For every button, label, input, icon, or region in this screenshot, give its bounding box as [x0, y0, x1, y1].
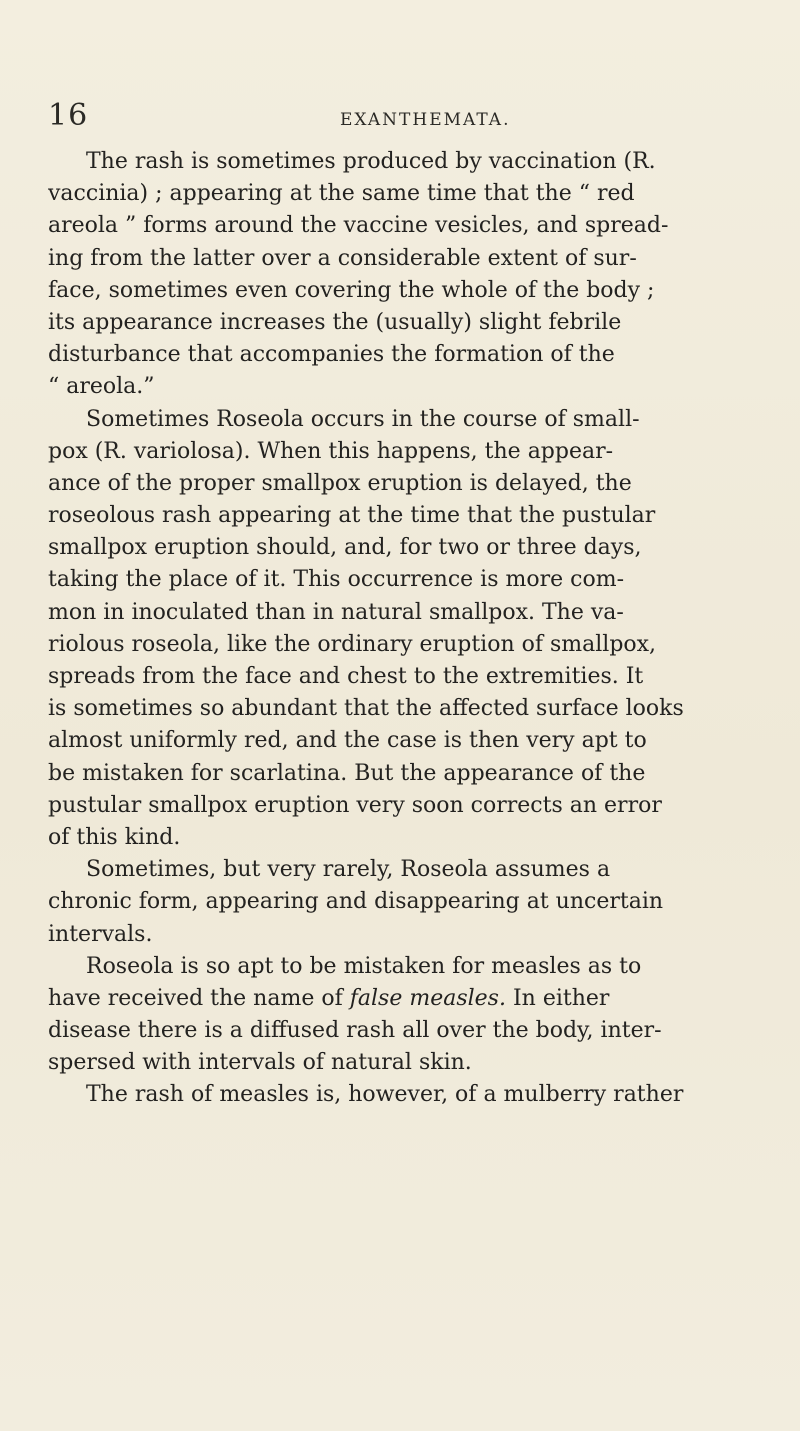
- text-line: Roseola is so apt to be mistaken for measles as to: [86, 953, 642, 979]
- text-line: is sometimes so abundant that the affected surface looks: [48, 696, 684, 722]
- text-line: spreads from the face and chest to the extremities. It: [48, 664, 644, 689]
- text-line: be mistaken for scarlatina. But the appearance of the: [48, 760, 646, 786]
- text-line: disturbance that accompanies the formation of the: [48, 342, 615, 368]
- text-line: vaccinia) ; appearing at the same time that the “ red: [48, 181, 635, 207]
- line-segment: have received the name of: [48, 985, 350, 1011]
- text-line: Sometimes Roseola occurs in the course of small-: [86, 406, 640, 432]
- text-line: ance of the proper smallpox eruption is delayed, the: [48, 470, 632, 496]
- text-line: [48, 983, 778, 1015]
- text-line: pox (R. variolosa). When this happens, the appear-: [48, 438, 614, 464]
- text-line: smallpox eruption should, and, for two or three days,: [48, 535, 642, 561]
- text-line: roseolous rash appearing at the time that the pustular: [48, 503, 656, 529]
- text-line: “ areola.”: [48, 374, 155, 400]
- running-head: EXANTHEMATA.: [340, 110, 511, 130]
- text-line: face, sometimes even covering the whole of the body ;: [48, 277, 655, 303]
- text-line: of this kind.: [48, 824, 181, 850]
- text-line: pustular smallpox eruption very soon corrects an error: [48, 792, 662, 818]
- page-number: 16: [48, 98, 89, 133]
- text-line: The rash is sometimes produced by vaccination (R.: [86, 149, 656, 174]
- text-line: intervals.: [48, 921, 153, 947]
- text-line: Sometimes, but very rarely, Roseola assumes a: [86, 857, 611, 883]
- text-line: spersed with intervals of natural skin.: [48, 1050, 472, 1076]
- text-line: disease there is a diffused rash all over the body, inter-: [48, 1018, 662, 1044]
- text-line: taking the place of it. This occurrence is more com-: [48, 567, 624, 593]
- text-line: mon in inoculated than in natural smallpox. The va-: [48, 599, 624, 625]
- text-line: chronic form, appearing and disappearing at uncertain: [48, 889, 664, 915]
- text-line: areola ” forms around the vaccine vesicles, and spread-: [48, 213, 669, 239]
- text-line: riolous roseola, like the ordinary eruption of smallpox,: [48, 631, 657, 657]
- text-line: ing from the latter over a considerable extent of sur-: [48, 245, 637, 271]
- body-text: [48, 146, 778, 1112]
- text-line: its appearance increases the (usually) slight febrile: [48, 309, 622, 335]
- line-segment: In either: [505, 985, 610, 1011]
- page-header: [48, 98, 748, 138]
- false-measles-term: false measles.: [349, 985, 506, 1011]
- text-line: The rash of measles is, however, of a mulberry rather: [86, 1082, 684, 1108]
- text-line: almost uniformly red, and the case is then very apt to: [48, 728, 647, 754]
